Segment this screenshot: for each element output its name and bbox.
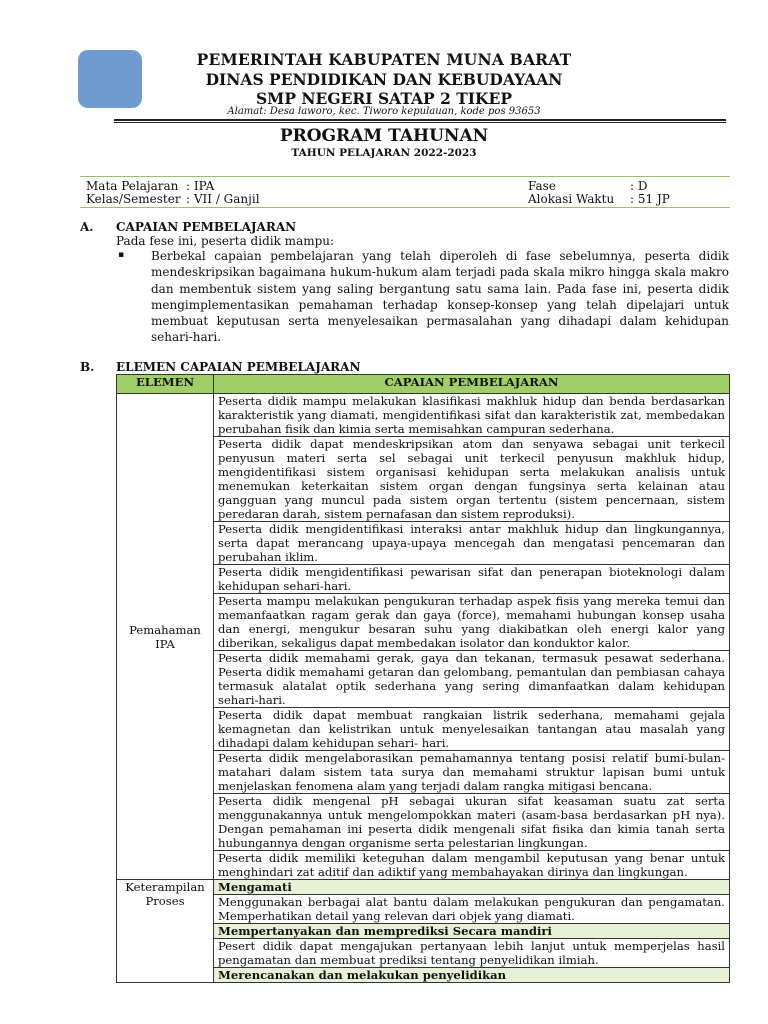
capaian-cell: Peserta mampu melakukan pengukuran terhadap aspek fisis yang mereka temui dan memanfaatkan ragam gerak dan gaya (force), memahami hubungan konsep usaha dan energi, mengukur besaran suhu yang diakibatkan oleh energi kalor yang diberikan, sekaligus dapat membedakan isolator dan konduktor kalor.: [214, 594, 730, 651]
capaian-cell: Peserta didik mampu melakukan klasifikasi makhluk hidup dan benda berdasarkan karakteristik yang diamati, mengidentifikasi sifat dan karakteristik zat, membedakan perubahan fisik dan kimia serta memisahkan campuran sederhana.: [214, 394, 730, 437]
capaian-cell: Peserta didik dapat membuat rangkaian listrik sederhana, memahami gejala kemagnetan dan kelistrikan untuk menyelesaikan tantangan atau masalah yang dihadapi dalam kehidupan sehari- hari.: [214, 708, 730, 751]
kelas-label: Kelas/Semester: [86, 192, 181, 206]
elemen-pemahaman-ipa: Pemahaman IPA: [117, 394, 214, 880]
elemen-keterampilan-proses: Keterampilan Proses: [117, 880, 214, 983]
capaian-cell: Peserta didik mengenal pH sebagai ukuran sifat keasaman suatu zat serta menggunakannya untuk mengelompokkan materi (asam-basa berdasarkan pH nya). Dengan pemahaman ini peserta didik mengenali sifat fisika dan kimia tanah serta hubungannya dengan organisme serta pelestarian lingkungan.: [214, 794, 730, 851]
capaian-cell: Peserta didik mengidentifikasi interaksi antar makhluk hidup dan lingkungannya, serta dapat merancang upaya-upaya mencegah dan mengatasi pencemaran dan perubahan iklim.: [214, 522, 730, 565]
bullet-icon: ▪: [118, 250, 125, 260]
fase-label: Fase: [528, 179, 556, 193]
mapel-label: Mata Pelajaran: [86, 179, 179, 193]
document-subtitle: TAHUN PELAJARAN 2022-2023: [291, 147, 477, 159]
section-a-body: Berbekal capaian pembelajaran yang telah diperoleh di fase sebelumnya, peserta didik mendeskripsikan bagaimana hukum-hukum alam terjadi pada skala mikro hingga skala makro dan membentuk sistem yang saling bergantung satu sama lain. Pada fase ini, peserta didik mengimplementasikan pemahaman terhadap konsep-konsep yang telah dipelajari untuk membuat keputusan serta menyelesaikan permasalahan yang dihadapi dalam kehidupan sehari-hari.: [151, 249, 729, 345]
capaian-cell: Pesert didik dapat mengajukan pertanyaan lebih lanjut untuk memperjelas hasil pengamatan dan membuat prediksi tentang penyelidikan ilmiah.: [214, 939, 730, 968]
table-header-row: [117, 375, 730, 394]
table-row: [117, 880, 730, 895]
section-b-title: ELEMEN CAPAIAN PEMBELAJARAN: [116, 360, 361, 374]
col-elemen-header: ELEMEN: [117, 375, 214, 394]
capaian-cell: Menggunakan berbagai alat bantu dalam melakukan pengukuran dan pengamatan. Memperhatikan detail yang relevan dari objek yang diamati.: [214, 895, 730, 924]
header-divider-thin: [114, 122, 726, 123]
section-a-title: CAPAIAN PEMBELAJARAN: [116, 220, 297, 234]
section-a-intro: Pada fese ini, peserta didik mampu:: [116, 234, 335, 248]
capaian-cell: Peserta didik mengelaborasikan pemahamannya tentang posisi relatif bumi-bulan-matahari dalam sistem tata surya dan memahami struktur lapisan bumi untuk menjelaskan fenomena alam yang terjadi dalam rangka mitigasi bencana.: [214, 751, 730, 794]
capaian-cell: Peserta didik memiliki keteguhan dalam mengambil keputusan yang benar untuk menghindari zat aditif dan adiktif yang membahayakan dirinya dan lingkungan.: [214, 851, 730, 880]
document-title: PROGRAM TAHUNAN: [279, 126, 489, 146]
section-b-number: B.: [80, 360, 95, 374]
alokasi-label: Alokasi Waktu: [528, 192, 615, 206]
header-department: DINAS PENDIDIKAN DAN KEBUDAYAAN: [205, 70, 563, 89]
capaian-cell: Peserta didik mengidentifikasi pewarisan sifat dan penerapan bioteknologi dalam kehidupan sehari-hari.: [214, 565, 730, 594]
section-a-number: A.: [80, 220, 94, 234]
header-divider: [114, 119, 726, 121]
capaian-table: [116, 374, 730, 983]
fase-value: : D: [630, 179, 648, 193]
header-government: PEMERINTAH KABUPATEN MUNA BARAT: [196, 50, 572, 69]
alokasi-value: : 51 JP: [630, 192, 670, 206]
subheading-mengamati: Mengamati: [214, 880, 730, 895]
col-capaian-header: CAPAIAN PEMBELAJARAN: [214, 375, 730, 394]
subheading-merencanakan: Merencanakan dan melakukan penyelidikan: [214, 968, 730, 983]
header-address: Alamat: Desa laworo, kec. Tiworo kepulauan, kode pos 93653: [227, 106, 541, 117]
table-row: [117, 394, 730, 437]
mapel-value: : IPA: [186, 179, 215, 193]
info-table: [80, 176, 730, 208]
subheading-mempertanyakan: Mempertanyakan dan memprediksi Secara mandiri: [214, 924, 730, 939]
capaian-cell: Peserta didik dapat mendeskripsikan atom dan senyawa sebagai unit terkecil penyusun materi serta sel sebagai unit terkecil penyusun makhluk hidup, mengidentifikasi sistem organisasi kehidupan serta melakukan analisis untuk menemukan keterkaitan sistem organ dengan fungsinya serta kelainan atau gangguan yang muncul pada sistem organ tertentu (sistem pencernaan, sistem peredaran darah, sistem pernafasan dan sistem reproduksi).: [214, 437, 730, 522]
capaian-cell: Peserta didik memahami gerak, gaya dan tekanan, termasuk pesawat sederhana. Peserta didik memahami getaran dan gelombang, pemantulan dan pembiasan cahaya termasuk alatalat optik sederhana yang sering dimanfaatkan dalam kehidupan sehari-hari.: [214, 651, 730, 708]
header-school: SMP NEGERI SATAP 2 TIKEP: [255, 89, 512, 108]
kelas-value: : VII / Ganjil: [186, 192, 260, 206]
